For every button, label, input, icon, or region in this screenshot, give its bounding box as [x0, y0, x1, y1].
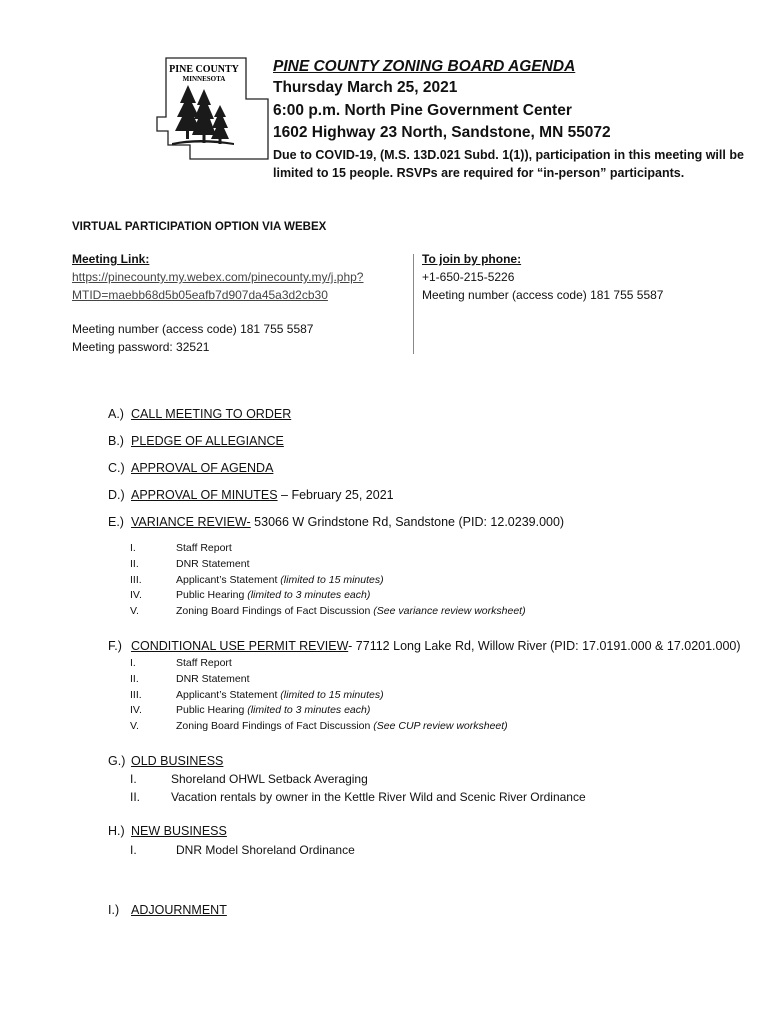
agenda-suffix: - 77112 Long Lake Rd, Willow River (PID: 17.0191.000 & 17.0201.000): [348, 639, 741, 653]
list-item: [130, 719, 508, 735]
meeting-number: Meeting number (access code) 181 755 5587: [72, 322, 314, 336]
agenda-letter: B.): [108, 434, 124, 448]
meeting-time-place: 6:00 p.m. North Pine Government Center: [273, 101, 572, 119]
agenda-item-e: [108, 514, 564, 531]
agenda-item-i: [108, 902, 227, 919]
pine-county-logo: [154, 55, 274, 165]
agenda-item-b: [108, 433, 284, 450]
agenda-suffix: 53066 W Grindstone Rd, Sandstone (PID: 12.0239.000): [250, 515, 565, 529]
list-item: [130, 656, 508, 672]
agenda-title: PINE COUNTY ZONING BOARD AGENDA: [273, 58, 576, 75]
agenda-letter: I.): [108, 903, 120, 917]
subitem-number: I.: [130, 542, 136, 554]
subitem-number: I.: [130, 843, 137, 857]
old-business-subitems: [130, 770, 586, 806]
subitem-text: DNR Model Shoreland Ordinance: [176, 843, 355, 857]
subitem-note: (limited to 3 minutes each): [247, 589, 371, 602]
agenda-item-h: [108, 823, 227, 840]
subitem-text: Shoreland OHWL Setback Averaging: [171, 772, 368, 786]
agenda-letter: F.): [108, 639, 122, 653]
phone-number: +1-650-215-5226: [422, 270, 515, 284]
list-item: [130, 770, 586, 788]
subitem-note: (limited to 15 minutes): [280, 688, 384, 701]
pine-trees-icon: [172, 85, 234, 145]
subitem-number: V.: [130, 605, 139, 618]
list-item: [130, 557, 526, 573]
agenda-item-c: [108, 460, 273, 477]
phone-join-label: To join by phone:: [422, 252, 522, 266]
agenda-header: [273, 57, 753, 183]
agenda-item-f: [108, 638, 741, 655]
subitem-text: Public Hearing: [176, 589, 248, 602]
subitem-text: Zoning Board Findings of Fact Discussion: [176, 720, 374, 733]
agenda-letter: D.): [108, 488, 125, 502]
agenda-label: CONDITIONAL USE PERMIT REVIEW: [131, 639, 349, 653]
list-item: [130, 588, 526, 604]
meeting-address: 1602 Highway 23 North, Sandstone, MN 55072: [273, 124, 611, 141]
subitem-number: III.: [130, 688, 142, 701]
agenda-letter: C.): [108, 461, 125, 475]
subitem-text: DNR Statement: [176, 672, 250, 685]
list-item: [130, 688, 508, 704]
cup-review-subitems: [130, 656, 508, 735]
subitem-note: (See variance review worksheet): [373, 605, 526, 618]
virtual-participation-heading: VIRTUAL PARTICIPATION OPTION VIA WEBEX: [72, 221, 327, 233]
subitem-number: V.: [130, 720, 139, 733]
list-item: [130, 541, 526, 557]
subitem-number: II.: [130, 790, 141, 804]
agenda-item-d: [108, 487, 394, 504]
subitem-number: III.: [130, 573, 142, 586]
list-item: [130, 573, 526, 589]
agenda-suffix: – February 25, 2021: [277, 488, 394, 502]
subitem-text: Public Hearing: [176, 704, 248, 717]
subitem-text: Zoning Board Findings of Fact Discussion: [176, 605, 374, 618]
subitem-note: (See CUP review worksheet): [373, 720, 508, 733]
agenda-label: APPROVAL OF AGENDA: [131, 461, 274, 475]
subitem-number: I.: [130, 657, 136, 669]
phone-access-code: Meeting number (access code) 181 755 5587: [422, 288, 664, 302]
list-item: [130, 788, 586, 806]
webex-link-line-1[interactable]: https://pinecounty.my.webex.com/pinecounty.my/j.php?: [72, 270, 364, 284]
subitem-number: IV.: [130, 589, 142, 602]
list-item: [130, 703, 508, 719]
agenda-label: NEW BUSINESS: [131, 824, 227, 838]
agenda-label: CALL MEETING TO ORDER: [131, 407, 292, 421]
list-item: [130, 841, 355, 859]
agenda-label: OLD BUSINESS: [131, 754, 224, 768]
subitem-text: Applicant’s Statement: [176, 688, 281, 701]
subitem-number: I.: [130, 772, 137, 786]
agenda-letter: G.): [108, 754, 126, 768]
agenda-label: ADJOURNMENT: [131, 903, 227, 917]
phone-join-column: [422, 250, 752, 304]
subitem-text: Applicant’s Statement: [176, 573, 281, 586]
list-item: [130, 604, 526, 620]
meeting-link-label: Meeting Link:: [72, 252, 150, 266]
subitem-text: Staff Report: [176, 657, 232, 669]
agenda-item-a: [108, 406, 291, 423]
subitem-number: II.: [130, 672, 139, 685]
new-business-subitems: [130, 841, 355, 859]
logo-state-name: MINNESOTA: [182, 75, 226, 83]
subitem-number: II.: [130, 557, 139, 570]
agenda-letter: E.): [108, 515, 124, 529]
list-item: [130, 672, 508, 688]
variance-review-subitems: [130, 541, 526, 620]
subitem-text: Vacation rentals by owner in the Kettle River Wild and Scenic River Ordinance: [171, 790, 586, 804]
subitem-text: DNR Statement: [176, 557, 250, 570]
agenda-item-g: [108, 753, 223, 770]
subitem-text: Staff Report: [176, 542, 232, 554]
subitem-number: IV.: [130, 704, 142, 717]
webex-link-line-2[interactable]: MTID=maebb68d5b05eafb7d907da45a3d2cb30: [72, 288, 328, 302]
subitem-note: (limited to 3 minutes each): [247, 704, 371, 717]
meeting-link-column: [72, 250, 407, 356]
agenda-label: APPROVAL OF MINUTES: [131, 488, 278, 502]
meeting-password: Meeting password: 32521: [72, 340, 210, 354]
agenda-letter: A.): [108, 407, 124, 421]
agenda-label: PLEDGE OF ALLEGIANCE: [131, 434, 284, 448]
column-divider: [413, 254, 414, 354]
logo-county-name: PINE COUNTY: [169, 64, 239, 75]
covid-note: Due to COVID-19, (M.S. 13D.021 Subd. 1(1)), participation in this meeting will be limited to 15 people. RSVPs are required for “in-person” participants.: [273, 147, 744, 180]
meeting-date: Thursday March 25, 2021: [273, 79, 458, 96]
subitem-note: (limited to 15 minutes): [280, 573, 384, 586]
agenda-letter: H.): [108, 824, 125, 838]
agenda-label: VARIANCE REVIEW-: [131, 515, 251, 529]
